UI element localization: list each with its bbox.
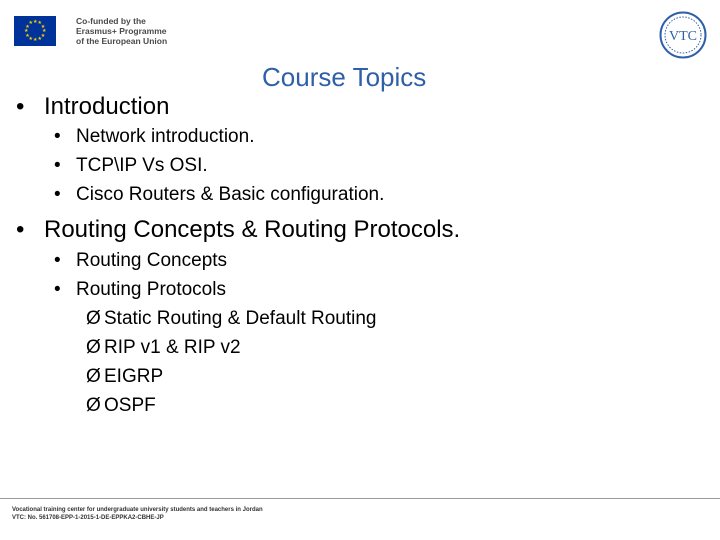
eu-logo [14, 16, 167, 46]
list-item [54, 155, 208, 177]
bullet: • [54, 250, 61, 271]
list-item-text: Routing Concepts [76, 250, 228, 271]
bullet: • [16, 216, 25, 243]
vtc-logo-text: VTC [669, 29, 697, 44]
list-item [16, 93, 169, 121]
eu-star-icon: ★ [42, 28, 47, 34]
list-item-text: Introduction [44, 93, 170, 120]
bullet: • [16, 93, 25, 120]
eu-star-icon: ★ [37, 35, 42, 42]
list-item-text: Routing Concepts & Routing Protocols. [44, 216, 461, 243]
bullet: Ø [86, 366, 101, 387]
eu-star-icon: ★ [40, 32, 46, 39]
list-item-text: Cisco Routers & Basic configuration. [76, 184, 385, 205]
list-item [54, 126, 254, 148]
slide-title: Course Topics [262, 62, 427, 92]
bullet: • [54, 155, 61, 176]
list-item [16, 216, 460, 244]
eu-star-icon: ★ [28, 35, 33, 42]
list-item-text: Network introduction. [76, 126, 255, 147]
bullet: Ø [86, 337, 101, 358]
bullet: Ø [86, 395, 101, 416]
bullet: • [54, 126, 61, 147]
eu-star-icon: ★ [28, 20, 33, 27]
footer-line-1: Vocational training center for undergraduate university students and teachers in Jordan [12, 507, 263, 513]
eu-star-icon: ★ [37, 20, 42, 27]
eu-logo-text: Co-funded by the Erasmus+ Programme of the European Union [76, 16, 168, 46]
list-item-text: Routing Protocols [76, 279, 226, 300]
list-item [86, 337, 241, 359]
eu-flag-icon [14, 16, 56, 46]
footer-divider [0, 498, 720, 499]
list-item-text: OSPF [104, 395, 156, 416]
list-item [86, 395, 156, 417]
list-item-text: EIGRP [104, 366, 164, 387]
list-item [54, 279, 226, 301]
footer-text [12, 506, 263, 522]
list-item [86, 366, 163, 388]
eu-star-icon: ★ [33, 19, 38, 25]
list-item [54, 184, 384, 206]
bullet: • [54, 279, 61, 300]
eu-star-icon: ★ [24, 28, 29, 34]
bullet: Ø [86, 308, 101, 329]
eu-star-icon: ★ [40, 23, 46, 30]
list-item-text: TCP\IP Vs OSI. [76, 155, 208, 176]
eu-star-icon: ★ [25, 23, 30, 30]
eu-star-icon: ★ [25, 32, 30, 39]
eu-star-icon: ★ [33, 37, 38, 43]
list-item [54, 250, 227, 272]
list-item-text: Static Routing & Default Routing [104, 308, 377, 329]
list-item-text: RIP v1 & RIP v2 [104, 337, 241, 358]
list-item [86, 308, 377, 330]
bullet: • [54, 184, 61, 205]
vtc-logo-icon [659, 11, 707, 59]
footer-line-2: VTC: No. 561708-EPP-1-2015-1-DE-EPPKA2-CBHE-JP [12, 515, 164, 521]
